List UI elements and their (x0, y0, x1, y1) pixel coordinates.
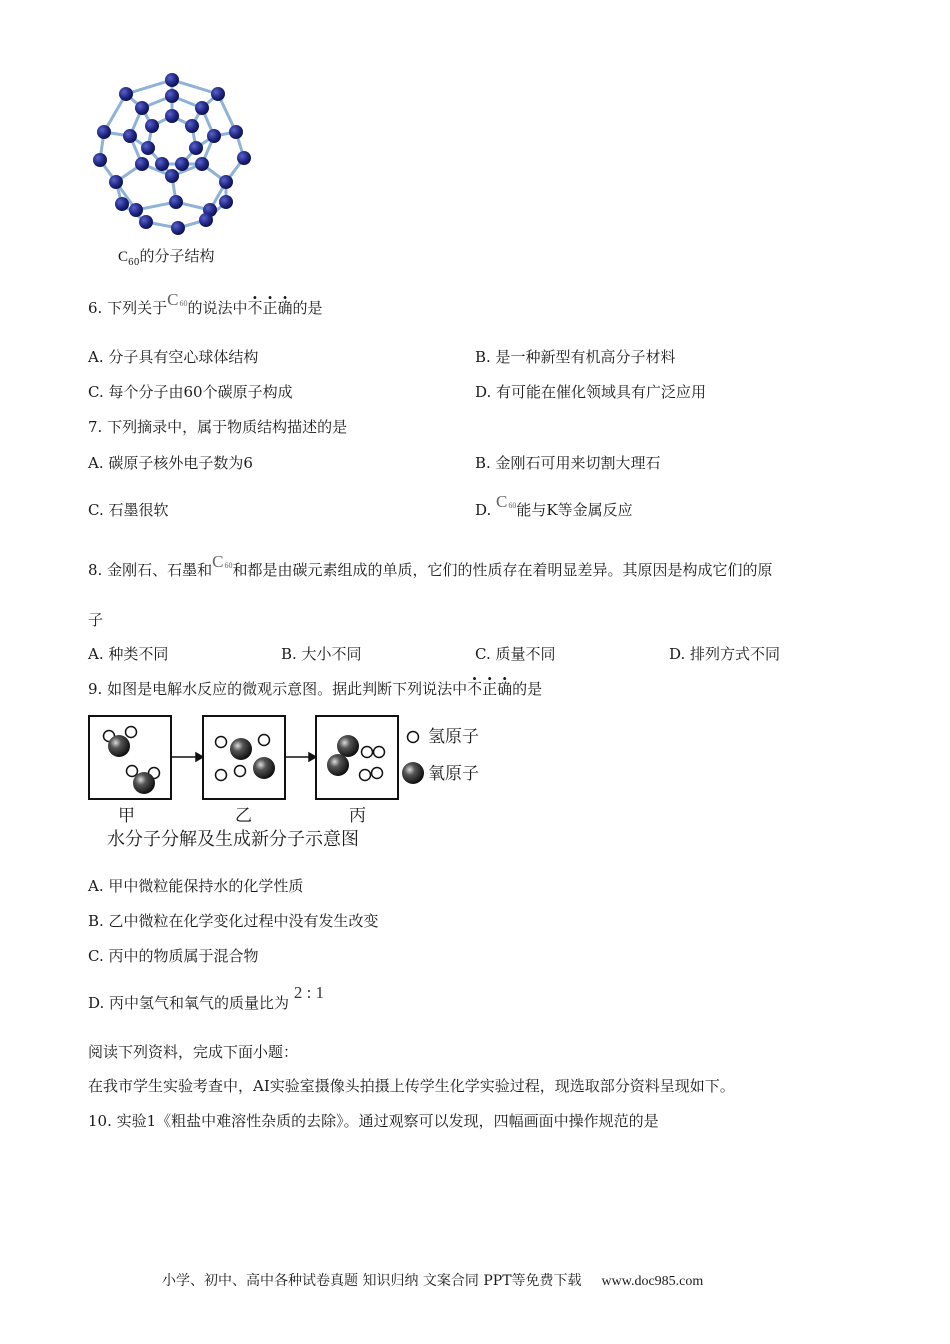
footer-url[interactable]: www.doc985.com (601, 1274, 704, 1289)
c60-formula: $C^{60}$ (212, 552, 233, 571)
q8-option-d: D. 排列方式不同 (669, 645, 781, 663)
q9-option-b: B. 乙中微粒在化学变化过程中没有发生改变 (88, 912, 379, 930)
q6-option-b: B. 是一种新型有机高分子材料 (475, 348, 676, 366)
question-10-stem: 10. 实验1《粗盐中难溶性杂质的去除》。通过观察可以发现，四幅画面中操作规范的是 (88, 1112, 659, 1130)
q7-option-d: D. $C^{60}$能与K等金属反应 (475, 492, 633, 519)
diagram-label-bing: 丙 (349, 806, 366, 826)
q6-option-c: C. 每个分子由60个碳原子构成 (88, 383, 293, 401)
q7-option-a: A. 碳原子核外电子数为6 (88, 454, 253, 472)
q6-option-a: A. 分子具有空心球体结构 (88, 348, 259, 366)
q9-option-a: A. 甲中微粒能保持水的化学性质 (88, 877, 304, 895)
question-7-stem: 7. 下列摘录中，属于物质结构描述的是 (88, 418, 348, 436)
c60-figure-caption: $C_{60}$的分子结构 (118, 247, 215, 268)
q9-option-d: D. 丙中氢气和氧气的质量比为 2 : 1 (88, 983, 325, 1012)
reading-paragraph: 在我市学生实验考查中，AI实验室摄像头拍摄上传学生化学实验过程，现选取部分资料呈现如下。 (88, 1077, 735, 1095)
legend-hydrogen-label: 氢原子 (428, 727, 479, 747)
question-6-stem: 6. 下列关于$C^{60}$的说法中不正确的是 (88, 290, 323, 317)
mass-ratio: 2 : 1 (293, 983, 325, 1002)
q8-option-b: B. 大小不同 (281, 645, 362, 663)
question-9-stem: 9. 如图是电解水反应的微观示意图。据此判断下列说法中不正确的是 (88, 680, 543, 698)
q7-option-c: C. 石墨很软 (88, 501, 169, 519)
diagram-caption: 水分子分解及生成新分子示意图 (107, 829, 359, 850)
c60-molecule-image (86, 72, 258, 244)
q9-option-c: C. 丙中的物质属于混合物 (88, 947, 259, 965)
q7-option-b: B. 金刚石可用来切割大理石 (475, 454, 661, 472)
legend-oxygen-label: 氧原子 (428, 764, 479, 784)
q8-option-c: C. 质量不同 (475, 645, 556, 663)
reading-intro: 阅读下列资料，完成下面小题： (88, 1043, 299, 1061)
diagram-label-yi: 乙 (235, 806, 252, 826)
q6-option-d: D. 有可能在催化领域具有广泛应用 (475, 383, 707, 401)
question-8-stem: 8. 金刚石、石墨和$C^{60}$和都是由碳元素组成的单质，它们的性质存在着明显差异。其原因是构成它们的原 (88, 552, 773, 579)
c60-formula: $C^{60}$ (167, 290, 188, 309)
c60-formula: $C^{60}$ (496, 492, 517, 511)
page-footer: 小学、初中、高中各种试卷真题 知识归纳 文案合同 PPT等免费下载 www.doc985.com (162, 1273, 704, 1289)
question-8-stem-line2: 子 (88, 611, 104, 629)
diagram-label-jia: 甲 (118, 806, 135, 826)
q8-option-a: A. 种类不同 (88, 645, 169, 663)
